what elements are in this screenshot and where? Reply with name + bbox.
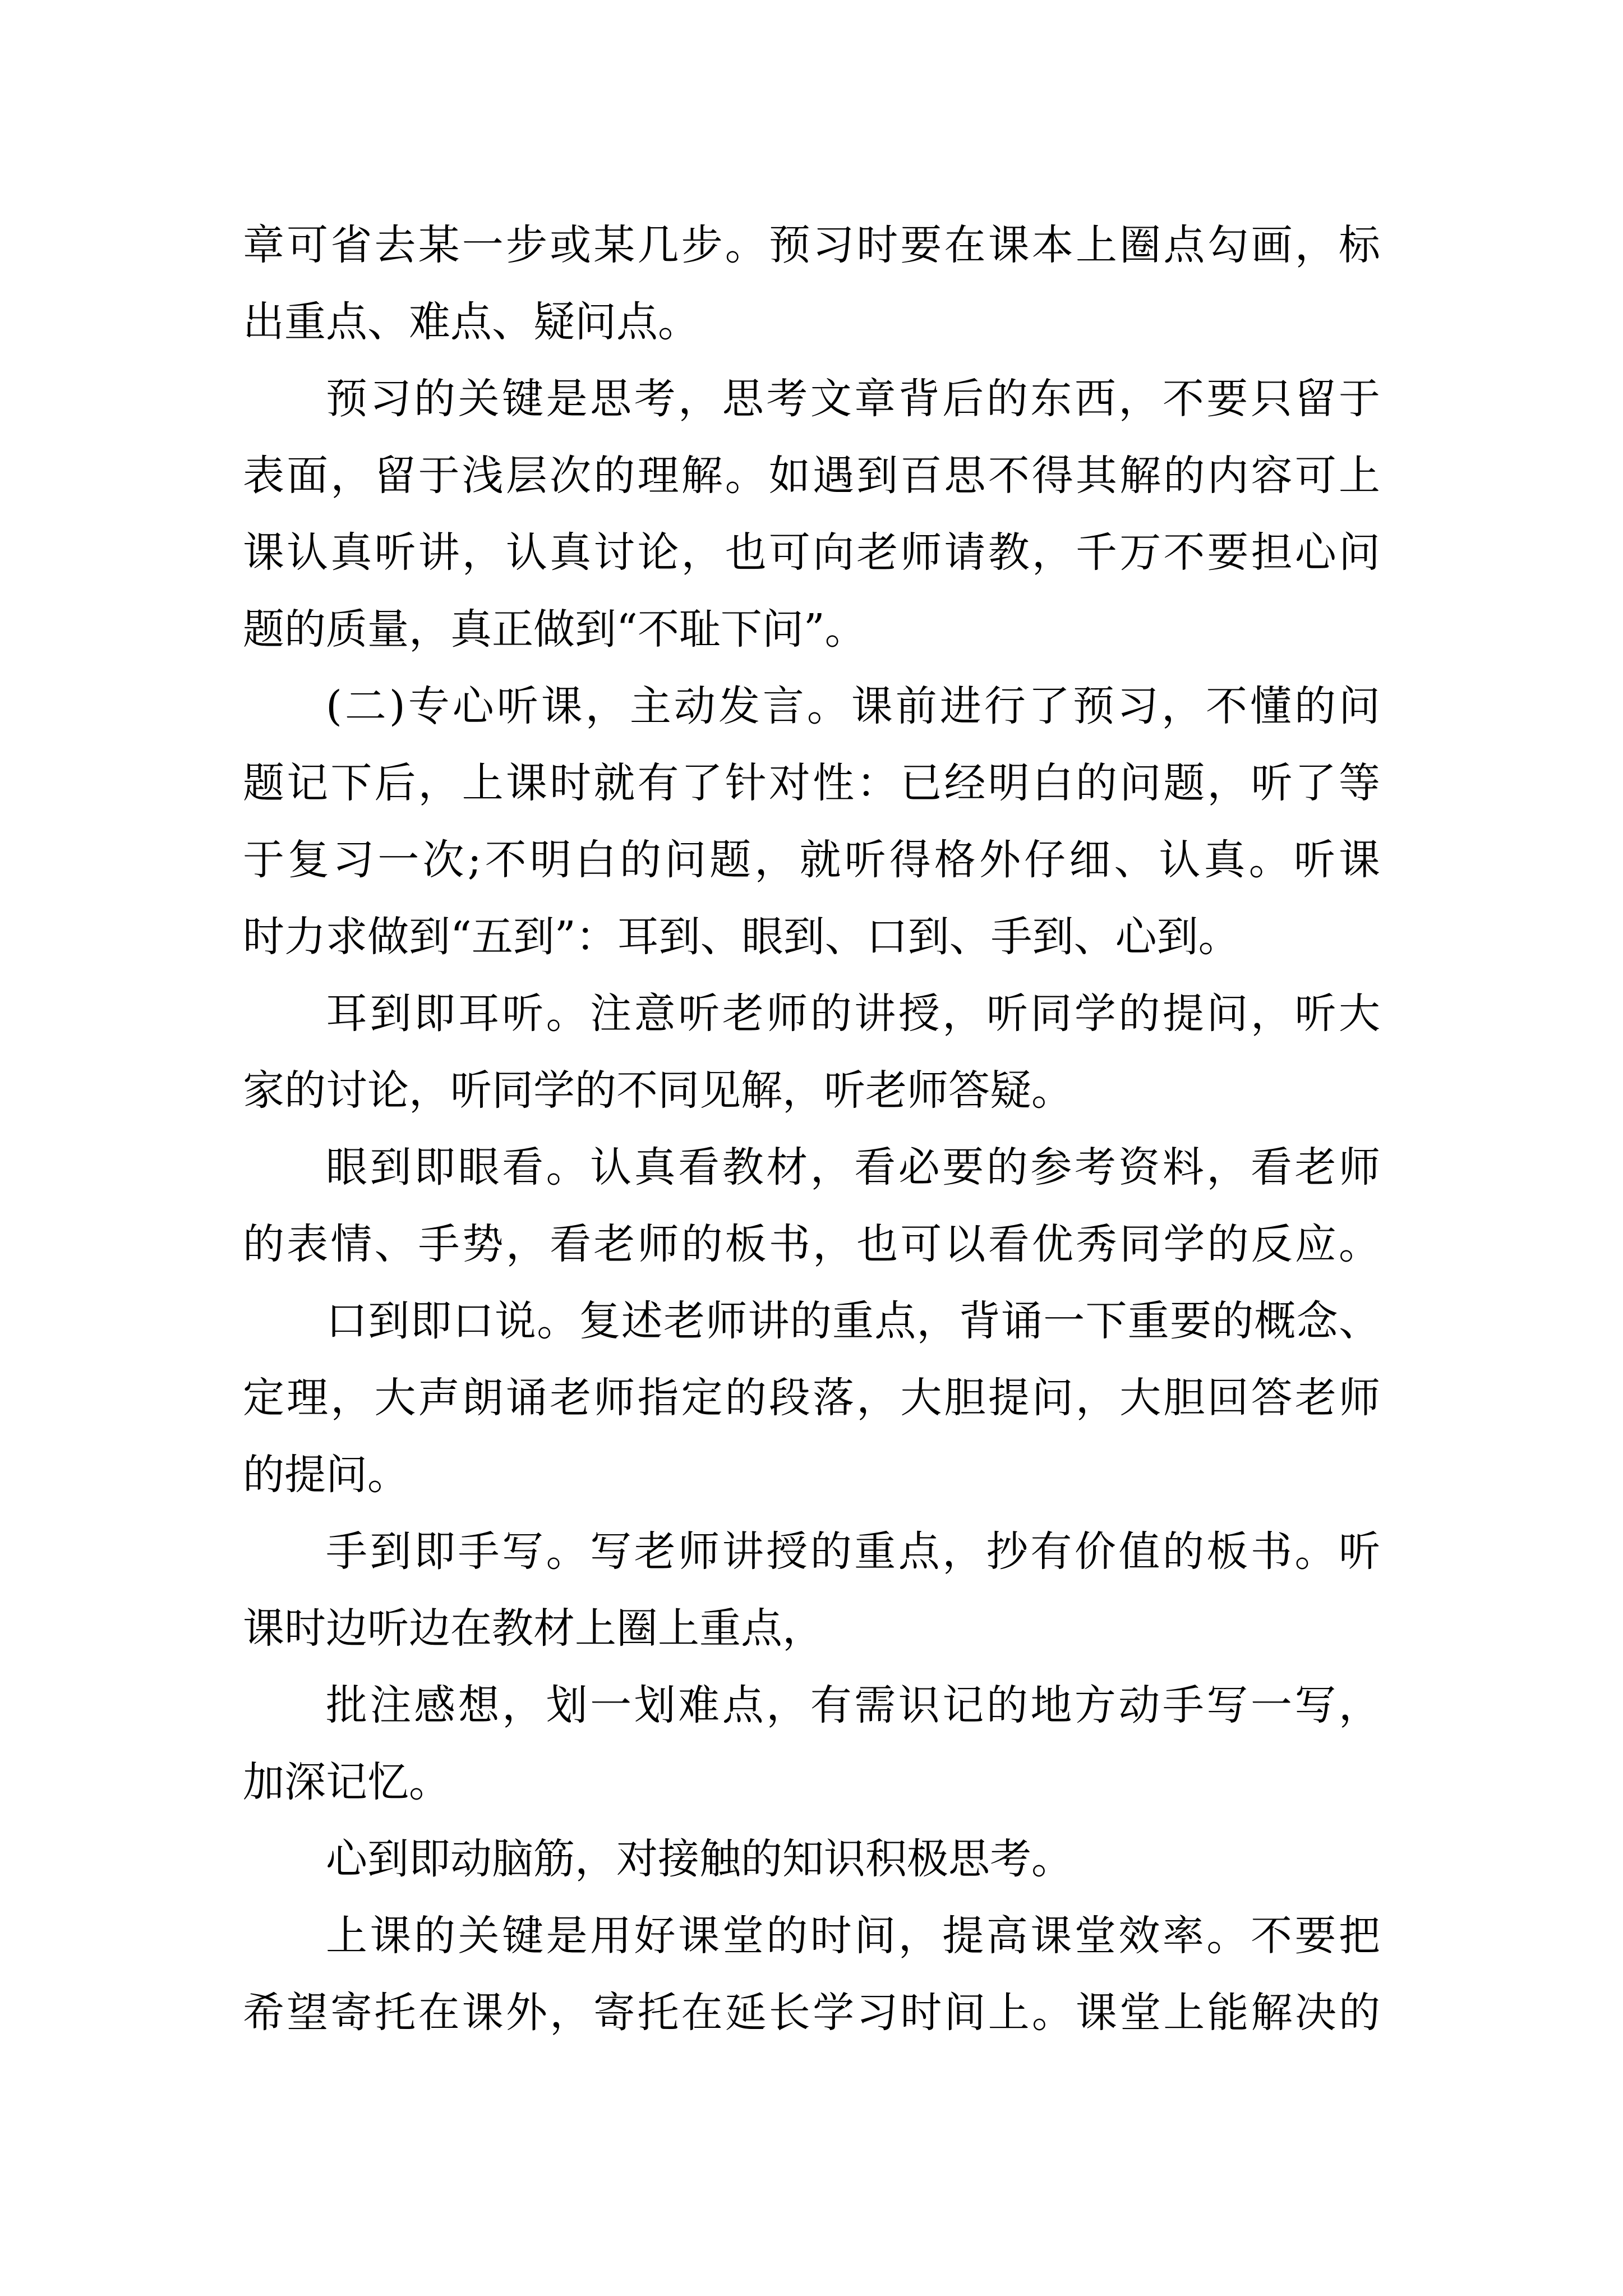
text-line: 于复习一次;不明白的问题，就听得格外仔细、认真。听课 <box>243 836 1380 884</box>
text-line: 口到即口说。复述老师讲的重点，背诵一下重要的概念、 <box>326 1297 1380 1345</box>
text-line: 心到即动脑筋，对接触的知识积极思考。 <box>326 1835 1073 1883</box>
text-line: 章可省去某一步或某几步。预习时要在课本上圈点勾画，标 <box>243 221 1380 269</box>
text-line: 出重点、难点、疑问点。 <box>243 298 699 346</box>
text-line: 加深记忆。 <box>243 1758 450 1806</box>
text-line: 课认真听讲，认真讨论，也可向老师请教，千万不要担心问 <box>243 528 1380 577</box>
text-line: 表面，留于浅层次的理解。如遇到百思不得其解的内容可上 <box>243 452 1380 500</box>
text-line: 耳到即耳听。注意听老师的讲授，听同学的提问，听大 <box>326 990 1380 1038</box>
text-line: 时力求做到“五到”：耳到、眼到、口到、手到、心到。 <box>243 913 1240 961</box>
text-line: 批注感想，划一划难点，有需识记的地方动手写一写， <box>326 1681 1380 1729</box>
text-line: 定理，大声朗诵老师指定的段落，大胆提问，大胆回答老师 <box>243 1374 1380 1422</box>
text-body <box>243 207 1380 2051</box>
text-line: 题的质量，真正做到“不耻下问”。 <box>243 605 866 654</box>
text-line: 家的讨论，听同学的不同见解，听老师答疑。 <box>243 1066 1073 1115</box>
text-line: 的表情、手势，看老师的板书，也可以看优秀同学的反应。 <box>243 1220 1380 1268</box>
text-line: 课时边听边在教材上圈上重点， <box>243 1604 824 1653</box>
text-line: 预习的关键是思考，思考文章背后的东西，不要只留于 <box>326 375 1380 423</box>
text-line: 手到即手写。写老师讲授的重点，抄有价值的板书。听 <box>326 1527 1380 1576</box>
text-line: (二)专心听课，主动发言。课前进行了预习，不懂的问 <box>326 682 1380 730</box>
text-line: 上课的关键是用好课堂的时间，提高课堂效率。不要把 <box>326 1912 1380 1960</box>
text-line: 题记下后，上课时就有了针对性：已经明白的问题，听了等 <box>243 759 1380 807</box>
text-line: 眼到即眼看。认真看教材，看必要的参考资料，看老师 <box>326 1143 1380 1191</box>
text-line: 希望寄托在课外，寄托在延长学习时间上。课堂上能解决的 <box>243 1989 1380 2037</box>
text-line: 的提问。 <box>243 1451 409 1499</box>
